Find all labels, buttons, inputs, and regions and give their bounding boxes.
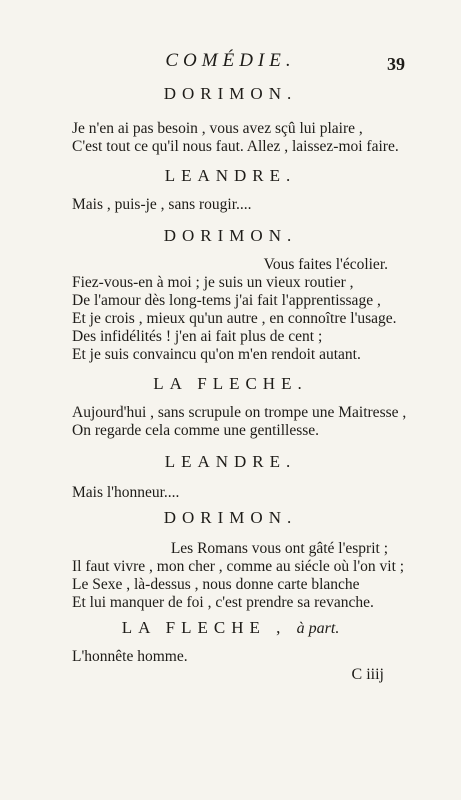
verse-line: C'est tout ce qu'il nous faut. Allez , laissez-moi faire. bbox=[72, 138, 399, 155]
verse-line: On regarde cela comme une gentillesse. bbox=[72, 422, 320, 439]
speaker-name: LA FLECHE , bbox=[121, 618, 287, 637]
verse-line: Et je crois , mieux qu'un autre , en connoître l'usage. bbox=[72, 310, 397, 327]
speaker-name: DORIMON. bbox=[163, 226, 298, 245]
verse-line: Et lui manquer de foi , c'est prendre sa revanche. bbox=[72, 594, 374, 611]
verse-line: Les Romans vous ont gâté l'esprit ; bbox=[170, 540, 388, 557]
verse-line: Et je suis convaincu qu'on m'en rendoit autant. bbox=[72, 346, 361, 363]
verse-line: Il faut vivre , mon cher , comme au siécle où l'on vit ; bbox=[72, 558, 405, 575]
page-number: 39 bbox=[387, 54, 405, 74]
verse-line: Vous faites l'écolier. bbox=[263, 256, 388, 273]
verse-line: Mais , puis-je , sans rougir.... bbox=[72, 196, 252, 213]
verse-line: Des infidélités ! j'en ai fait plus de cent ; bbox=[72, 328, 323, 345]
verse-line: Le Sexe , là-dessus , nous donne carte blanche bbox=[72, 576, 360, 593]
signature-mark: C iiij bbox=[351, 666, 384, 683]
verse-line: Fiez-vous-en à moi ; je suis un vieux routier , bbox=[72, 274, 354, 291]
verse-line: Mais l'honneur.... bbox=[72, 484, 180, 501]
verse-line: De l'amour dès long-tems j'ai fait l'apprentissage , bbox=[72, 292, 381, 309]
verse-line: Je n'en ai pas besoin , vous avez sçû lui plaire , bbox=[72, 120, 363, 137]
speaker-name: DORIMON. bbox=[163, 84, 298, 103]
verse-line: Aujourd'hui , sans scrupule on trompe une Maitresse , bbox=[72, 404, 407, 421]
speaker-name: LEANDRE. bbox=[164, 452, 297, 471]
speaker-with-aside bbox=[0, 618, 461, 638]
stage-direction: à part. bbox=[296, 620, 340, 637]
speaker-name: LEANDRE. bbox=[164, 166, 297, 185]
speaker-name: LA FLECHE. bbox=[153, 374, 308, 393]
running-title: COMÉDIE. bbox=[165, 50, 296, 71]
verse-line: L'honnête homme. bbox=[72, 648, 188, 665]
speaker-name: DORIMON. bbox=[163, 508, 298, 527]
